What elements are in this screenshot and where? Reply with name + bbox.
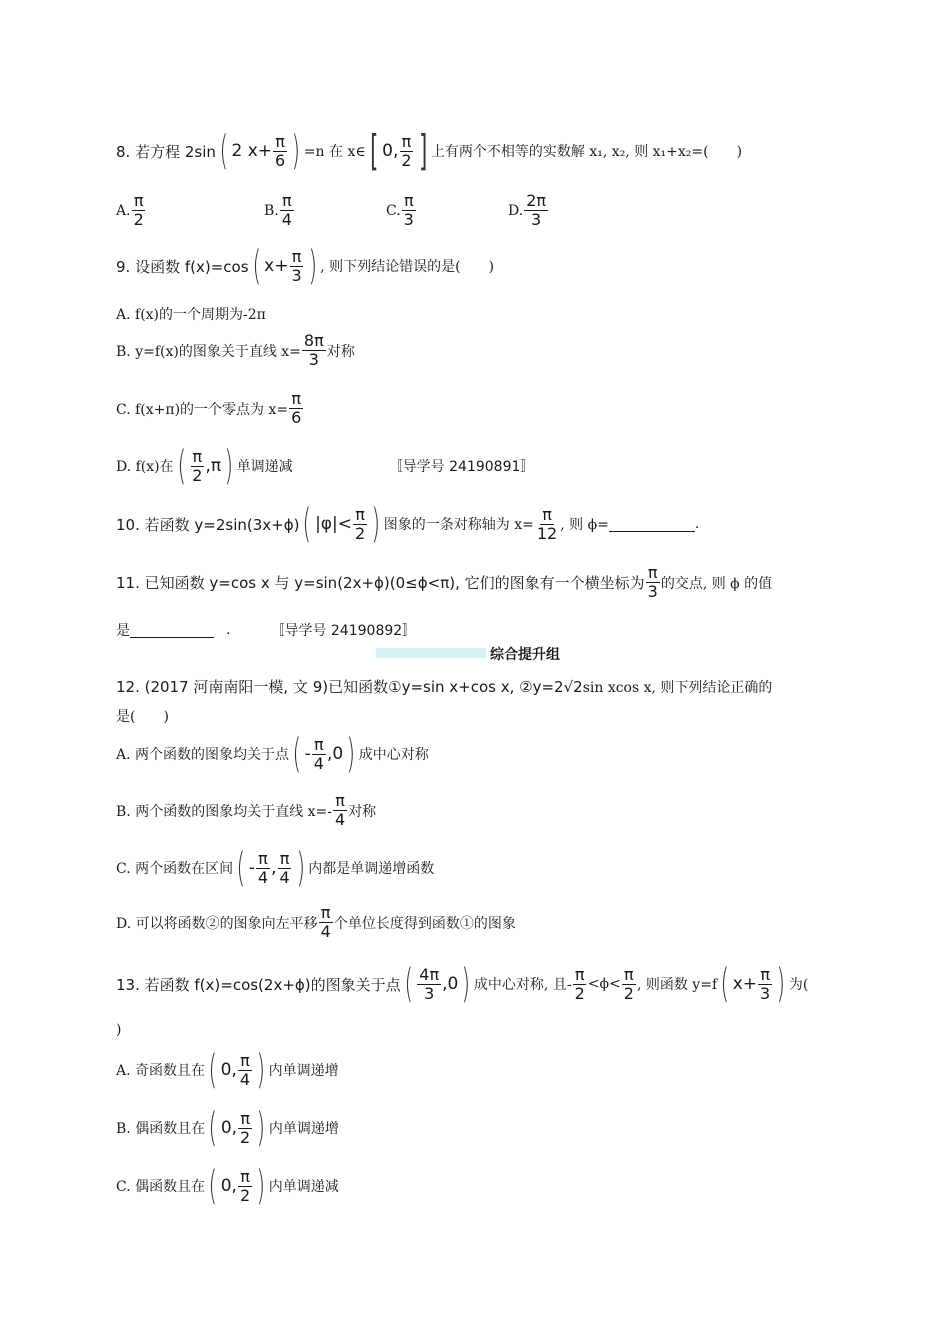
q11-stem: 11. 已知函数 y=cos x 与 y=sin(2x+ϕ)(0≤ϕ<π), 它们的图象有一个横坐标为 $\frac{\pi}{3}$ 的交点, 则 ϕ 的值	[116, 563, 773, 601]
q8-arg: 2 x+	[231, 141, 273, 161]
q8-option-c: C. $\frac{\pi}{3}$	[386, 191, 414, 229]
q8-int-lo: 0,	[382, 141, 399, 161]
q12-line2: 是( )	[116, 709, 169, 725]
q13-option-a: A. 奇函数且在 ( 0, $\frac{\pi}{4}$ ) 内单调递增	[116, 1047, 339, 1093]
sqrt-two: √2	[563, 677, 583, 696]
q8-mid: =n 在 x∈	[303, 144, 366, 160]
q10-stem: 10. 若函数 y=2sin(3x+ϕ) ( |φ|< $\frac{\pi}{2}$ ) 图象的一条对称轴为 x= $\frac{\pi}{12}$ , 则 ϕ= .	[116, 501, 700, 547]
q11-ref: 〚导学号 24190892〛	[270, 623, 417, 639]
q10-answer-blank	[609, 517, 695, 532]
q12-option-d: D. 可以将函数②的图象向左平移 $\frac{\pi}{4}$ 个单位长度得到函数①的图象	[116, 903, 516, 941]
q8-option-b: B. $\frac{\pi}{4}$	[264, 191, 292, 229]
q9-stem: 9. 设函数 f(x)=cos ( x+ $\frac{\pi}{3}$ ) , 则下列结论错误的是( )	[116, 243, 495, 289]
q12-stem: 12. (2017 河南南阳一模, 文 9)已知函数①y=sin x+cos x, ②y=2 √2 sin xcos x, 则下列结论正确的	[116, 677, 773, 696]
q9-option-b: B. y=f(x)的图象关于直线 x= $\frac{8\pi}{3}$ 对称	[116, 331, 355, 369]
q12-option-a: A. 两个函数的图象均关于点 ( - $\frac{\pi}{4}$ ,0 ) 成中心对称	[116, 731, 429, 777]
q8-stem	[116, 126, 743, 175]
q8-right-bracket: ]	[418, 126, 427, 175]
q8-option-d: D. $\frac{2\pi}{3}$	[508, 191, 546, 229]
q11-line2: 是 . 〚导学号 24190892〛	[116, 622, 417, 639]
q8-option-a: A. $\frac{\pi}{2}$	[116, 191, 144, 229]
q8-lead: 8. 若方程 2sin	[116, 142, 216, 161]
q13-stem: 13. 若函数 f(x)=cos(2x+ϕ)的图象关于点 ( $\frac{4\pi}{3}$ ,0 ) 成中心对称, 且- $\frac{\pi}{2}$ <ϕ< $\frac{\pi}{2}$ , 则函数 y=f ( x+ $\frac{\pi}{3}$ ) 为(	[116, 961, 809, 1007]
q8-frac2: $\frac{\pi}{2}$	[401, 131, 412, 170]
q8-left-paren: (	[219, 128, 228, 174]
q13-option-b: B. 偶函数且在 ( 0, $\frac{\pi}{2}$ ) 内单调递增	[116, 1105, 339, 1151]
q13-option-c: C. 偶函数且在 ( 0, $\frac{\pi}{2}$ ) 内单调递减	[116, 1163, 339, 1209]
section-heading: 综合提升组	[490, 647, 560, 663]
q8-right-paren: )	[291, 128, 301, 174]
section-highlight	[376, 648, 486, 658]
q9-option-a: A. f(x)的一个周期为-2π	[116, 307, 266, 323]
q12-option-c: C. 两个函数在区间 ( - $\frac{\pi}{4}$ , $\frac{\pi}{4}$ ) 内都是单调递增函数	[116, 845, 435, 891]
q9-option-d: D. f(x)在 ( $\frac{\pi}{2}$ ,π ) 单调递减 〚导学号 24190891〛	[116, 443, 535, 489]
q8-left-bracket: [	[369, 126, 379, 175]
q9-ref: 〚导学号 24190891〛	[388, 459, 535, 475]
q13-line2: )	[116, 1022, 122, 1038]
q11-answer-blank	[130, 623, 214, 638]
q9-option-c: C. f(x+π)的一个零点为 x= $\frac{\pi}{6}$	[116, 389, 302, 427]
q8-tail: 上有两个不相等的实数解 x₁, x₂, 则 x₁+x₂=( )	[430, 144, 743, 160]
q12-option-b: B. 两个函数的图象均关于直线 x=- $\frac{\pi}{4}$ 对称	[116, 791, 377, 829]
q8-frac1: $\frac{\pi}{6}$	[275, 131, 286, 170]
